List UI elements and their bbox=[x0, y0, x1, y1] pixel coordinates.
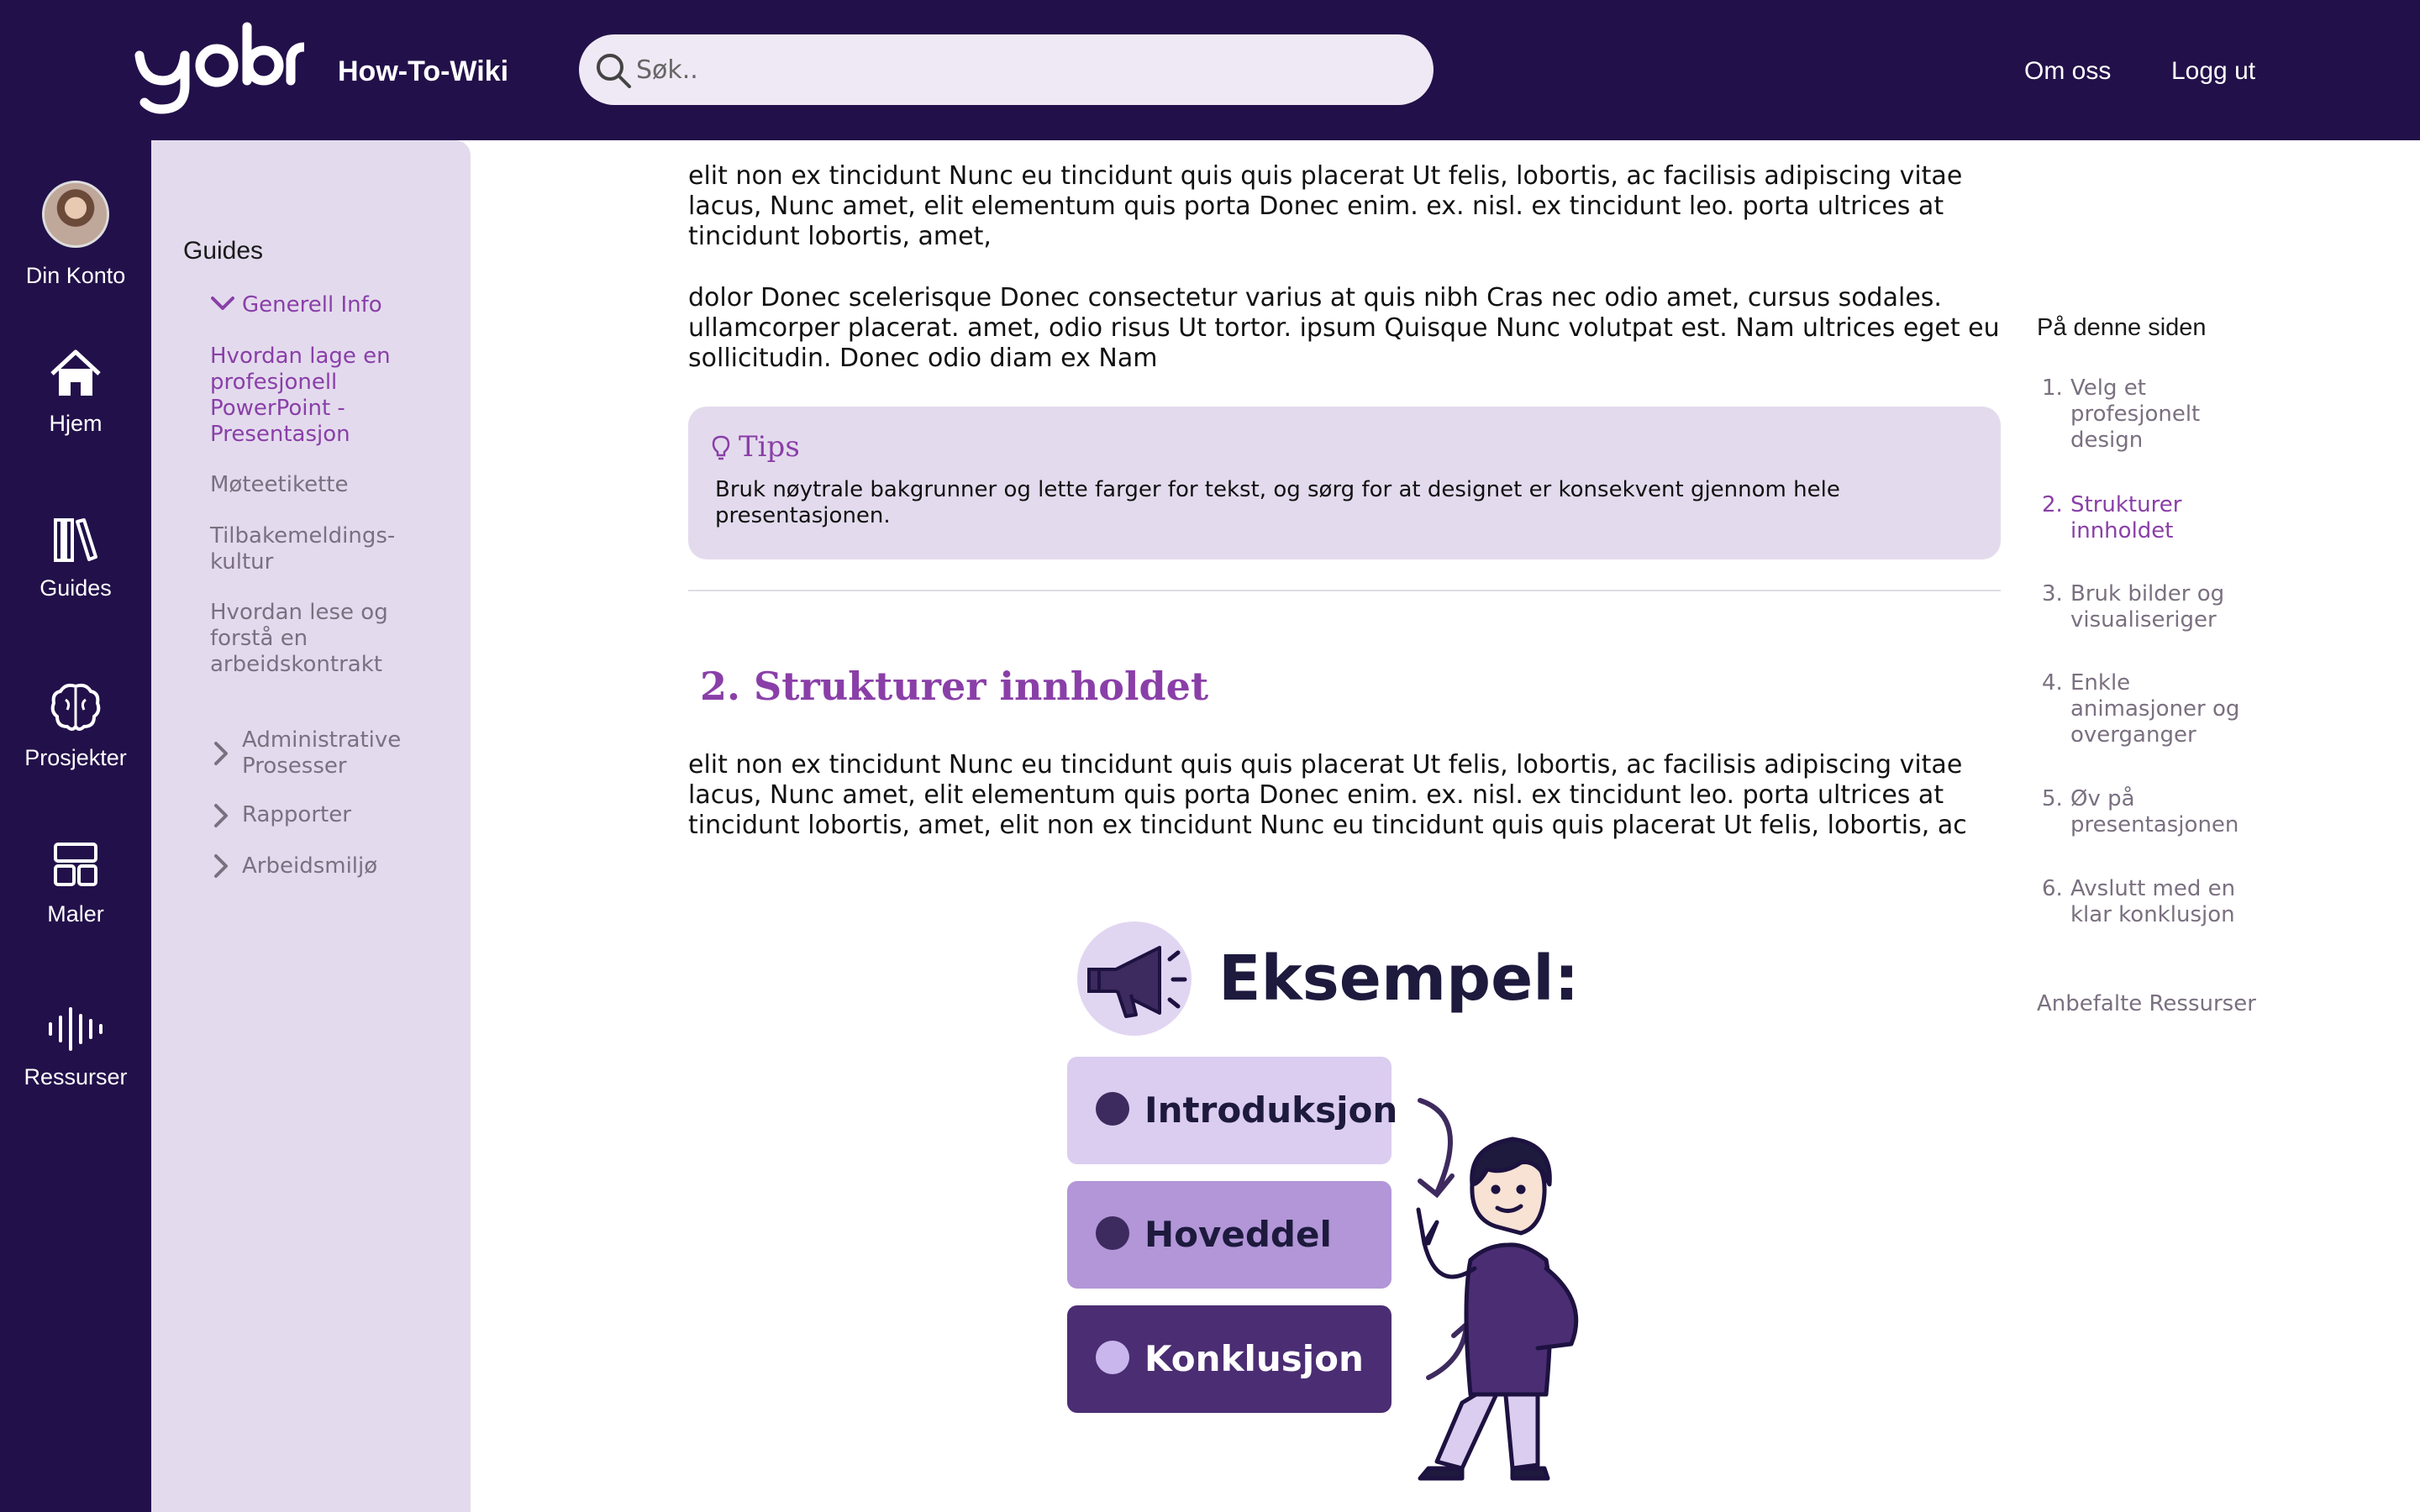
step-conclusion-label: Konklusjon bbox=[1144, 1338, 1364, 1379]
toc-label: Velg et profesjonelt design bbox=[2070, 375, 2201, 453]
left-rail bbox=[0, 140, 151, 1512]
site-title[interactable]: How-To-Wiki bbox=[338, 55, 509, 87]
toc-label: Avslutt med en klar konklusjon bbox=[2070, 876, 2236, 927]
brain-icon bbox=[49, 681, 103, 733]
chevron-right-icon[interactable] bbox=[213, 741, 230, 766]
paragraph-3: elit non ex tincidunt Nunc eu tincidunt quis quis placerat Ut felis, lobortis, ac facilisis adipiscing vitae lacus, Nunc amet, elit elementum quis porta Donec enim. ex. nisl. ex tincidunt leo. porta ultrices at tincidunt lobortis, amet, elit non ex tincidunt Nunc eu tincidunt quis quis placerat Ut felis, lobortis, ac bbox=[688, 750, 1967, 840]
toc-label: Bruk bilder og visualiseriger bbox=[2070, 581, 2225, 633]
toc-num: 3. bbox=[2042, 581, 2063, 606]
tips-box bbox=[688, 407, 2001, 559]
toc-num: 6. bbox=[2042, 876, 2063, 901]
guide-link-feedback[interactable]: Tilbakemeldings-kultur bbox=[210, 523, 396, 575]
rail-guides-label: Guides bbox=[39, 575, 112, 601]
guide-link-contract[interactable]: Hvordan lese og forstå en arbeidskontrakt bbox=[210, 600, 388, 677]
guide-link-meeting[interactable]: Møteetikette bbox=[210, 472, 349, 497]
step-intro-label: Introduksjon bbox=[1144, 1089, 1398, 1131]
paragraph-1: elit non ex tincidunt Nunc eu tincidunt quis quis placerat Ut felis, lobortis, ac facilisis adipiscing vitae lacus, Nunc amet, elit elementum quis porta Donec enim. ex. nisl. ex tincidunt leo. porta ultrices at tincidunt lobortis, amet, bbox=[688, 161, 1963, 251]
divider bbox=[688, 590, 2001, 591]
tips-title: Tips bbox=[739, 430, 800, 464]
toc-num: 1. bbox=[2042, 375, 2063, 401]
paragraph-2: dolor Donec scelerisque Donec consectetur varius at quis nibh Cras nec odio amet, cursus sodales. ullamcorper placerat. amet, odio risus Ut tortor. ipsum Quisque Nunc volutpat est. Nam ultrices eget eu sollicitudin. Donec odio diam ex Nam bbox=[688, 283, 2000, 373]
rail-projects-label: Prosjekter bbox=[24, 745, 127, 770]
rail-home[interactable] bbox=[0, 349, 151, 437]
lightbulb-icon bbox=[712, 435, 730, 462]
toc-label: Øv på presentasjonen bbox=[2070, 786, 2239, 837]
search-icon bbox=[594, 51, 633, 90]
toc-num: 2. bbox=[2042, 492, 2063, 517]
chevron-right-icon[interactable] bbox=[213, 803, 230, 828]
nav-about-link[interactable]: Om oss bbox=[2024, 57, 2112, 85]
rail-projects[interactable] bbox=[0, 681, 151, 771]
illustration-title: Eksempel: bbox=[1218, 942, 1580, 1015]
rail-account-label: Din Konto bbox=[25, 263, 126, 288]
yobr-logo[interactable] bbox=[133, 22, 304, 116]
rail-resources[interactable] bbox=[0, 1005, 151, 1090]
rail-guides[interactable] bbox=[0, 515, 151, 601]
step-main-label: Hoveddel bbox=[1144, 1214, 1332, 1255]
rail-templates[interactable] bbox=[0, 839, 151, 927]
chevron-down-icon[interactable] bbox=[210, 296, 235, 312]
section-admin[interactable]: Administrative Prosesser bbox=[242, 727, 402, 779]
avatar bbox=[42, 181, 109, 248]
search-bar[interactable] bbox=[579, 34, 1434, 105]
rail-account[interactable] bbox=[0, 181, 151, 289]
books-icon bbox=[50, 515, 101, 564]
section-heading: 2. Strukturer innholdet bbox=[700, 664, 1209, 709]
top-bar bbox=[0, 0, 2420, 140]
example-illustration bbox=[1067, 907, 1655, 1487]
toc-num: 4. bbox=[2042, 670, 2063, 696]
toc-label: Enkle animasjoner og overganger bbox=[2070, 670, 2240, 748]
toc-label: Strukturer innholdet bbox=[2070, 492, 2182, 543]
guide-link-powerpoint[interactable]: Hvordan lage en profesjonell PowerPoint - Presentasjon bbox=[210, 344, 391, 447]
guides-title: Guides bbox=[183, 237, 264, 265]
section-work-environment[interactable]: Arbeidsmiljø bbox=[242, 853, 378, 879]
toc-num: 5. bbox=[2042, 786, 2063, 811]
tips-text: Bruk nøytrale bakgrunner og lette farger for tekst, og sørg for at designet er konsekvent gjennom hele presentasjonen. bbox=[715, 477, 1840, 528]
templates-icon bbox=[50, 839, 101, 890]
section-general-info[interactable]: Generell Info bbox=[242, 292, 382, 318]
rail-resources-label: Ressurser bbox=[24, 1064, 128, 1089]
rail-home-label: Hjem bbox=[49, 411, 103, 436]
home-icon bbox=[49, 349, 103, 399]
nav-logout-link[interactable]: Logg ut bbox=[2171, 57, 2256, 85]
rail-templates-label: Maler bbox=[47, 901, 104, 927]
toc-recommended-resources[interactable]: Anbefalte Ressurser bbox=[2037, 991, 2256, 1016]
section-reports[interactable]: Rapporter bbox=[242, 802, 351, 827]
chevron-right-icon[interactable] bbox=[213, 853, 230, 879]
toc-title: På denne siden bbox=[2037, 314, 2207, 341]
search-input[interactable] bbox=[636, 34, 1409, 105]
soundwave-icon bbox=[45, 1005, 106, 1053]
